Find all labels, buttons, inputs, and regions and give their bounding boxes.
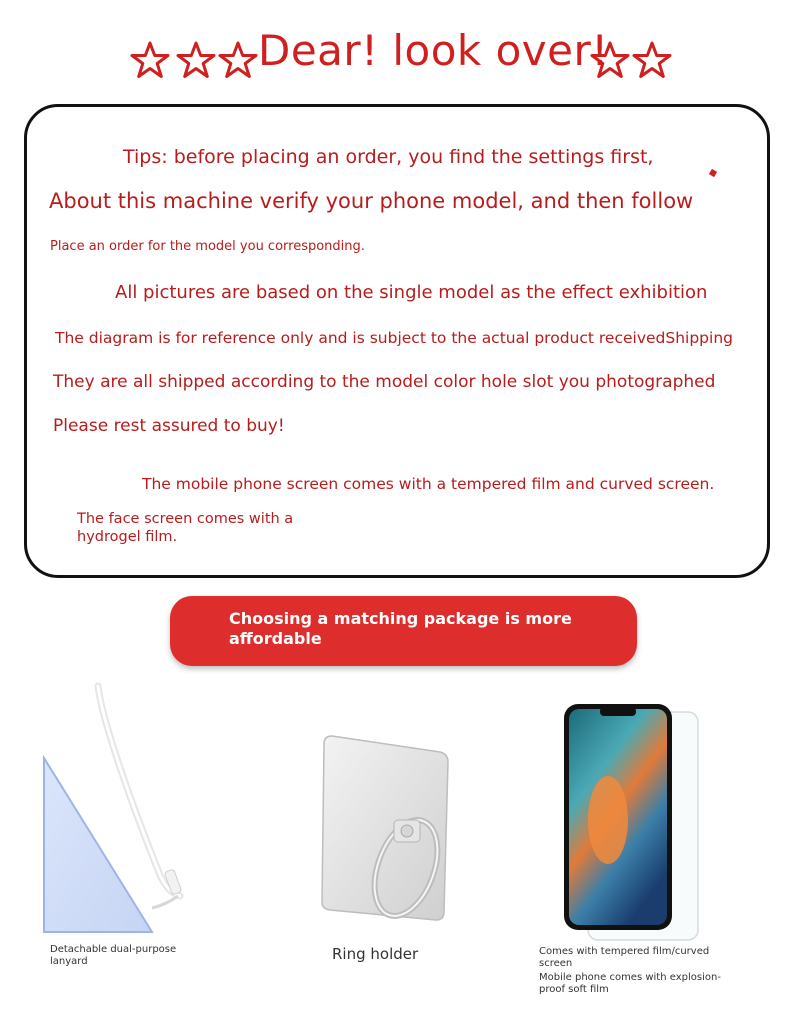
- page-title: Dear! look over!: [258, 26, 609, 75]
- notice-line: Tips: before placing an order, you find the settings first,: [123, 146, 654, 168]
- star-icon: [176, 40, 216, 80]
- ring-caption: Ring holder: [332, 945, 419, 963]
- notice-line: The face screen comes with a hydrogel film.: [77, 511, 294, 545]
- lanyard-image: [40, 680, 240, 940]
- notice-line: Place an order for the model you corresponding.: [50, 239, 365, 254]
- phone-caption-2: Mobile phone comes with explosion-proof soft film: [539, 972, 721, 995]
- phone-caption-1: Comes with tempered film/curved screen: [539, 946, 710, 969]
- phone-image: [560, 700, 706, 944]
- star-icon: [632, 40, 672, 80]
- banner-text: Choosing a matching package is more affordable: [229, 609, 572, 648]
- star-icon: [218, 40, 258, 80]
- star-icon: [130, 40, 170, 80]
- notice-line: The mobile phone screen comes with a tempered film and curved screen.: [142, 475, 715, 493]
- ring-holder-image: [318, 728, 458, 928]
- package-banner[interactable]: [170, 596, 637, 666]
- notice-line: About this machine verify your phone model, and then follow: [49, 189, 694, 213]
- star-icon: [590, 40, 630, 80]
- lanyard-caption: Detachable dual-purpose lanyard: [50, 944, 177, 967]
- notice-line: They are all shipped according to the model color hole slot you photographed: [53, 372, 716, 392]
- notice-line: Please rest assured to buy!: [53, 416, 285, 436]
- notice-line: The diagram is for reference only and is subject to the actual product receivedShipping: [55, 329, 733, 347]
- notice-line: All pictures are based on the single model as the effect exhibition: [115, 282, 708, 303]
